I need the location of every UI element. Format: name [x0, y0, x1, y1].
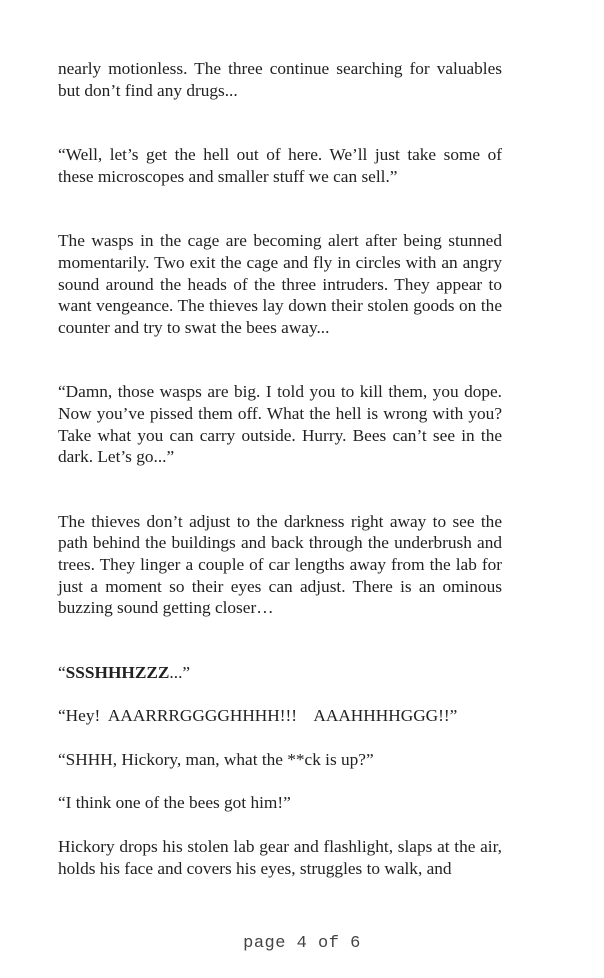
page-number: page 4 of 6 — [243, 934, 361, 953]
buzz-sound: SSSHHHZZZ — [65, 662, 170, 682]
paragraph-5: The thieves don’t adjust to the darkness right away to see the path behind the buildings and back through the underbrush and trees. They linger a couple of car lengths away from the lab for just a moment so their eyes can adjust. There is an ominous buzzing sound getting closer… — [58, 511, 502, 618]
paragraph-2: “Well, let’s get the hell out of here. We’ll just take some of these microscopes and smaller stuff we can sell.” — [58, 145, 502, 186]
buzz-open-quote: “ — [58, 662, 66, 682]
paragraph-last: Hickory drops his stolen lab gear and flashlight, slaps at the air, holds his face and covers his eyes, struggles to walk, and — [58, 837, 502, 878]
paragraph-4: “Damn, those wasps are big. I told you to kill them, you dope. Now you’ve pissed them off. What the hell is wrong with you? Take what you can carry outside. Hurry. Bees can’t see in the dark. Let’s go...” — [58, 382, 502, 467]
paragraph-1: nearly motionless. The three continue searching for valuables but don’t find any drugs... — [58, 59, 502, 100]
dialogue-line-2: “SHHH, Hickory, man, what the **ck is up?” — [58, 749, 374, 769]
dialogue-line-1: “Hey! AAARRRGGGGHHHH!!! AAAHHHHGGG!!” — [58, 706, 458, 726]
buzz-line — [58, 662, 502, 684]
dialogue-line-3: “I think one of the bees got him!” — [58, 793, 291, 813]
document-page — [58, 58, 502, 879]
paragraph-3: The wasps in the cage are becoming alert after being stunned momentarily. Two exit the cage and fly in circles with an angry sound around the heads of the three intruders. They appear to want vengeance. The thieves lay down their stolen goods on the counter and try to swat the bees away... — [58, 231, 502, 337]
buzz-close: ...” — [169, 662, 191, 682]
